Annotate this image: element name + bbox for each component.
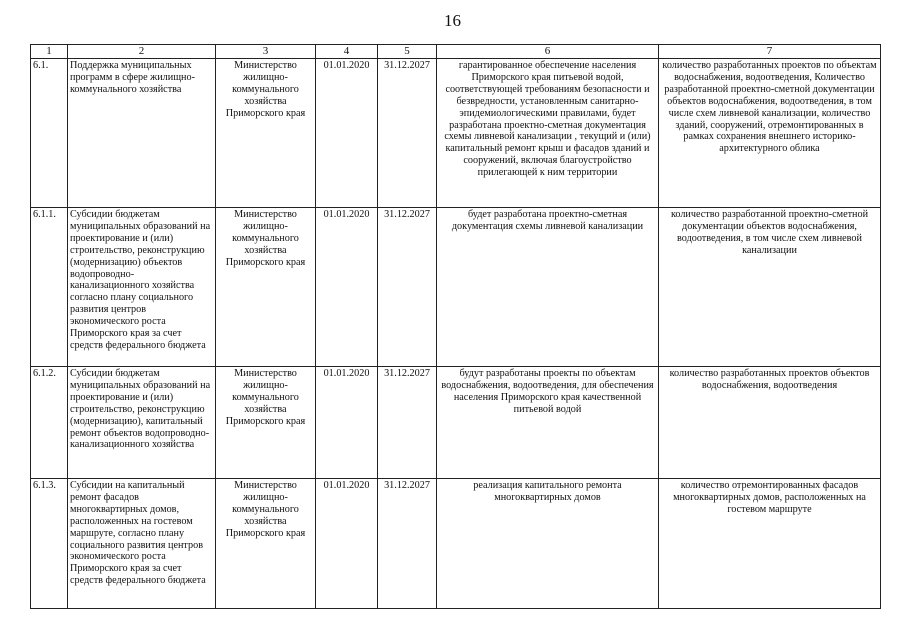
item-name: Субсидии бюджетам муниципальных образований на проектирование и (или) строительство, реконструкцию (модернизацию), капитальный ремонт объектов водопроводно-канализационного хозяйства — [68, 366, 216, 478]
table-row — [31, 207, 881, 366]
item-expected-result: реализация капитального ремонта многоквартирных домов — [437, 478, 659, 608]
column-header: 2 — [68, 45, 216, 59]
item-start-date: 01.01.2020 — [316, 366, 378, 478]
item-end-date: 31.12.2027 — [378, 478, 437, 608]
item-end-date: 31.12.2027 — [378, 366, 437, 478]
item-start-date: 01.01.2020 — [316, 207, 378, 366]
item-start-date: 01.01.2020 — [316, 478, 378, 608]
column-header: 3 — [216, 45, 316, 59]
item-number: 6.1.2. — [31, 366, 68, 478]
page-number: 16 — [444, 11, 461, 30]
column-header: 4 — [316, 45, 378, 59]
item-start-date: 01.01.2020 — [316, 58, 378, 207]
column-number-row — [31, 45, 881, 59]
item-number: 6.1. — [31, 58, 68, 207]
item-end-date: 31.12.2027 — [378, 58, 437, 207]
item-name: Субсидии на капитальный ремонт фасадов многоквартирных домов, расположенных на гостевом маршруте, согласно плану социального развития центров экономического роста Приморского края за счет средств федерального бюджета — [68, 478, 216, 608]
item-name: Поддержка муниципальных программ в сфере жилищно-коммунального хозяйства — [68, 58, 216, 207]
item-end-date: 31.12.2027 — [378, 207, 437, 366]
item-executor: Министерство жилищно-коммунального хозяйства Приморского края — [216, 58, 316, 207]
column-header: 5 — [378, 45, 437, 59]
item-name: Субсидии бюджетам муниципальных образований на проектирование и (или) строительство, реконструкцию (модернизацию) объектов водопроводно-канализационного хозяйства согласно плану социального развития центров экономического роста Приморского края за счет средств федерального бюджета — [68, 207, 216, 366]
item-executor: Министерство жилищно-коммунального хозяйства Приморского края — [216, 478, 316, 608]
item-number: 6.1.1. — [31, 207, 68, 366]
table-row — [31, 58, 881, 207]
column-header: 1 — [31, 45, 68, 59]
item-indicator: количество разработанных проектов объектов водоснабжения, водоотведения — [659, 366, 881, 478]
item-expected-result: будут разработаны проекты по объектам водоснабжения, водоотведения, для обеспечения населения Приморского края качественной питьевой водой — [437, 366, 659, 478]
item-indicator: количество отремонтированных фасадов многоквартирных домов, расположенных на гостевом маршруте — [659, 478, 881, 608]
item-executor: Министерство жилищно-коммунального хозяйства Приморского края — [216, 207, 316, 366]
table-row — [31, 366, 881, 478]
item-indicator: количество разработанной проектно-сметной документации объектов водоснабжения, водоотведения, в том числе схем ливневой канализации — [659, 207, 881, 366]
item-expected-result: гарантированное обеспечение населения Приморского края питьевой водой, соответствующей требованиям безопасности и безвредности, установленным санитарно-эпидемиологическими правилами, будет разработана проектно-сметная документация схемы ливневой канализации , текущий и (или) капитальный ремонт крыш и фасадов зданий и сооружений, включая благоустройство прилегающей к ним территории — [437, 58, 659, 207]
table-row — [31, 478, 881, 608]
program-activities-table — [30, 44, 881, 609]
item-executor: Министерство жилищно-коммунального хозяйства Приморского края — [216, 366, 316, 478]
item-indicator: количество разработанных проектов по объектам водоснабжения, водоотведения, Количество разработанной проектно-сметной документации объектов водоснабжения, водоотведения, в том числе схем ливневой канализации, количество зданий, сооружений, отремонтированных в рамках сохранения внешнего историко-архитектурного облика — [659, 58, 881, 207]
column-header: 7 — [659, 45, 881, 59]
column-header: 6 — [437, 45, 659, 59]
item-expected-result: будет разработана проектно-сметная документация схемы ливневой канализации — [437, 207, 659, 366]
item-number: 6.1.3. — [31, 478, 68, 608]
